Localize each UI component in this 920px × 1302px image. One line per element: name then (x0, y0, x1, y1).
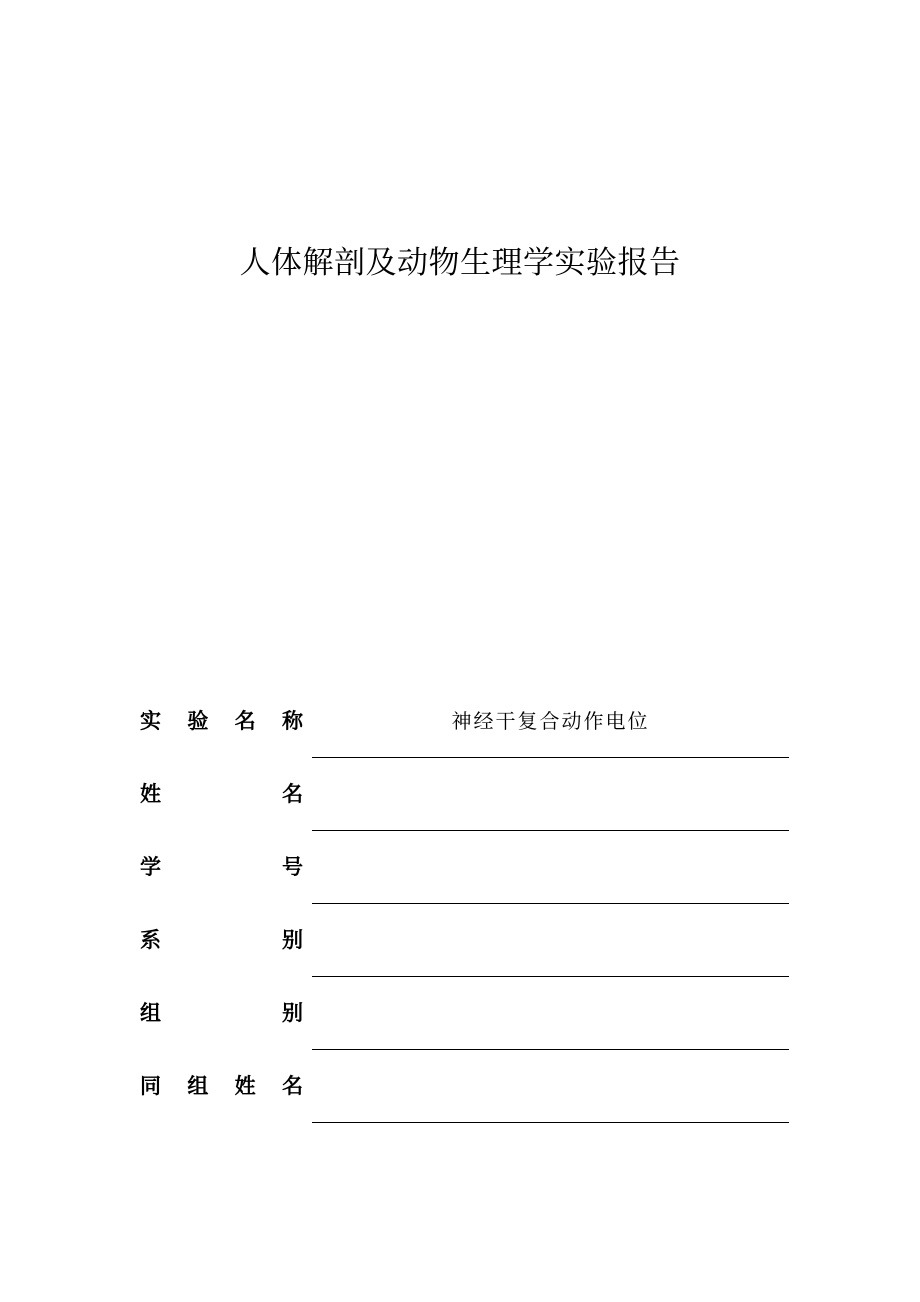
label-char: 验 (187, 708, 209, 733)
underline (312, 757, 789, 758)
label-char: 学 (140, 854, 161, 879)
field-experiment-name (140, 702, 789, 758)
underline (312, 1049, 789, 1050)
field-label (140, 706, 303, 736)
label-char: 组 (140, 1000, 161, 1025)
field-label (140, 1071, 303, 1101)
label-char: 同 (140, 1073, 161, 1098)
field-department (140, 921, 789, 977)
underline (312, 976, 789, 977)
field-label (140, 852, 303, 882)
field-student-id (140, 848, 789, 904)
label-char: 称 (281, 708, 303, 733)
label-char: 实 (140, 708, 161, 733)
experiment-name-value[interactable]: 神经干复合动作电位 (451, 709, 650, 733)
underline (312, 903, 789, 904)
label-char: 系 (140, 927, 161, 952)
report-title: 人体解剖及动物生理学实验报告 (239, 245, 681, 281)
label-char: 组 (187, 1073, 209, 1098)
underline (312, 830, 789, 831)
label-char: 别 (282, 1000, 303, 1025)
field-group (140, 994, 789, 1050)
field-label (140, 779, 303, 809)
label-char: 名 (282, 781, 303, 806)
label-char: 号 (282, 854, 303, 879)
field-name (140, 775, 789, 831)
label-char: 别 (282, 927, 303, 952)
underline (312, 1122, 789, 1123)
field-label (140, 925, 303, 955)
label-char: 姓 (140, 781, 161, 806)
label-char: 姓 (234, 1073, 256, 1098)
label-char: 名 (281, 1073, 303, 1098)
label-char: 名 (234, 708, 256, 733)
field-label (140, 998, 303, 1028)
field-group-members (140, 1067, 789, 1123)
